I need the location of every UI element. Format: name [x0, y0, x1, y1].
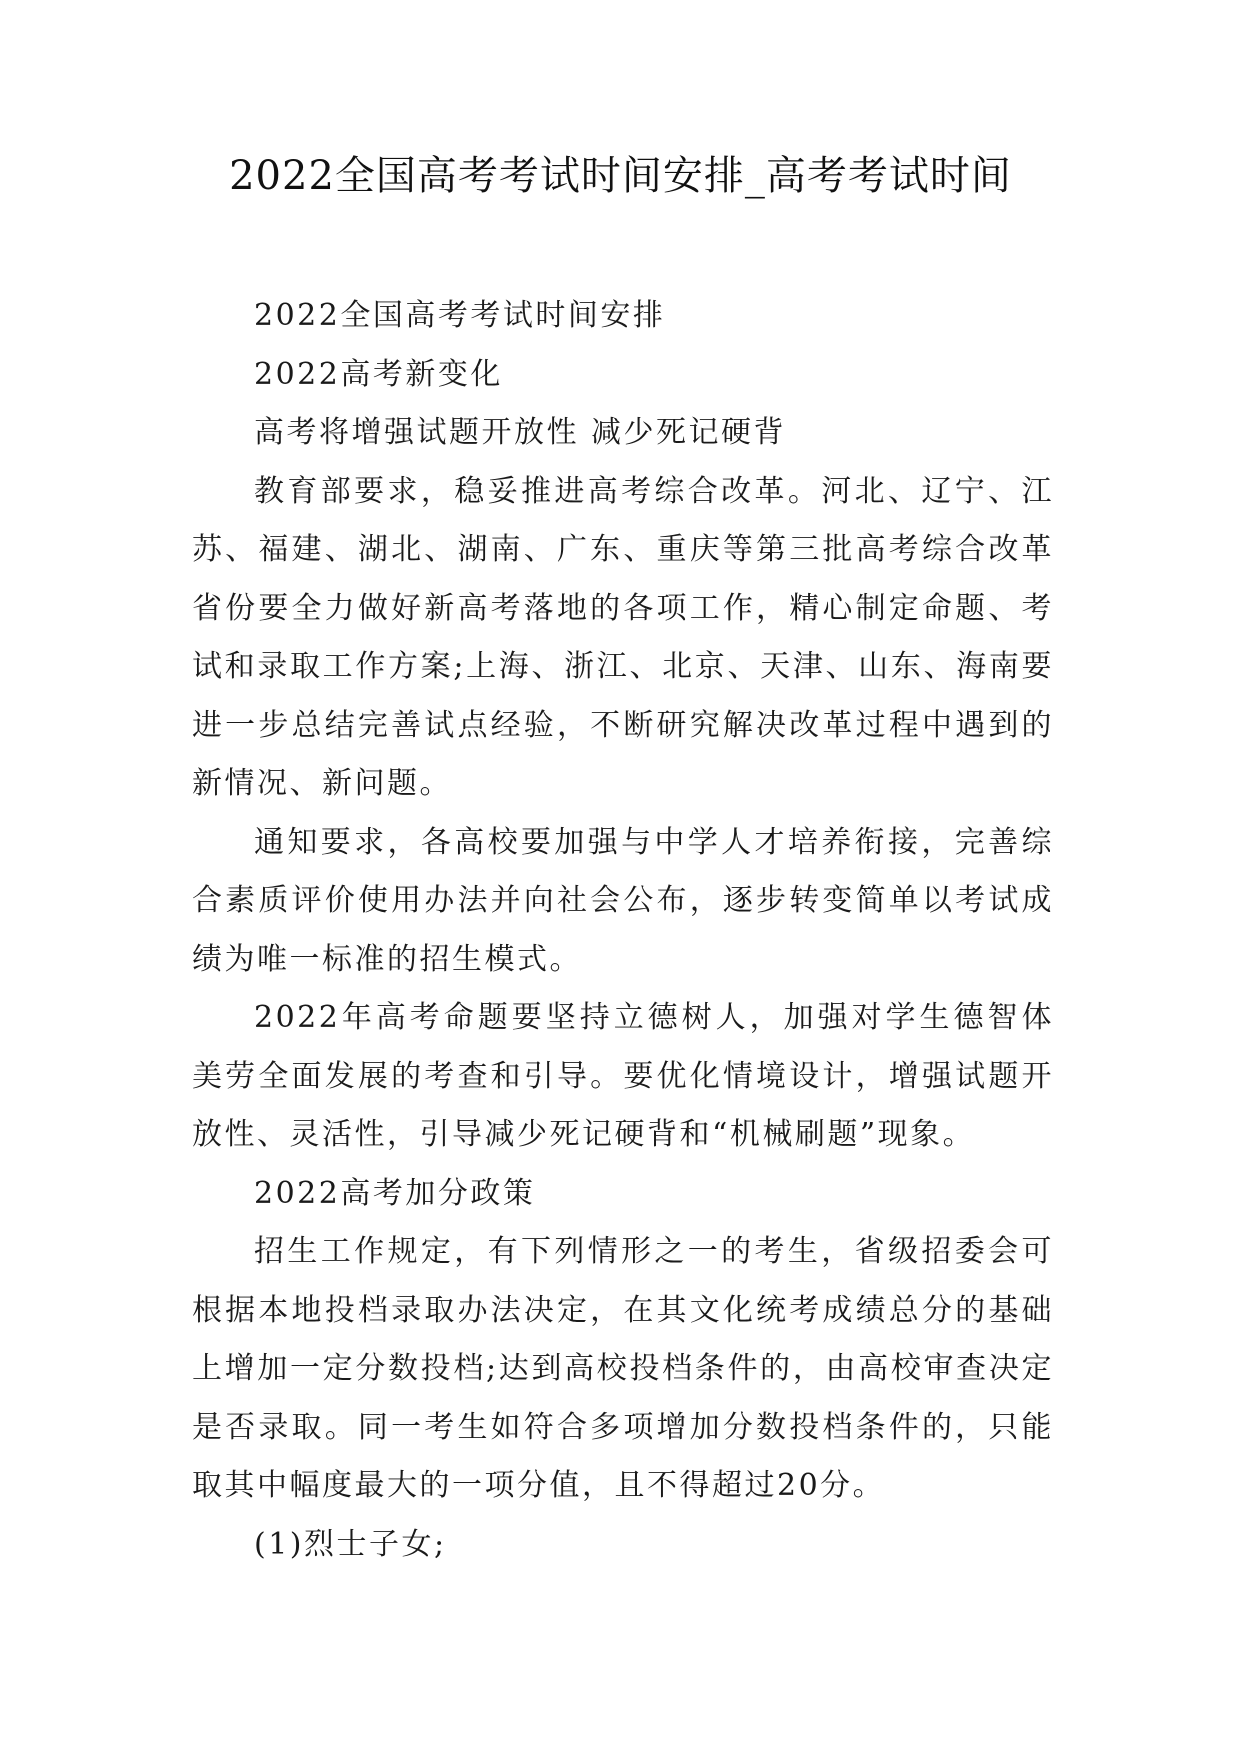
document-title: 2022全国高考考试时间安排_高考考试时间: [229, 153, 1012, 199]
paragraph-subheading-openness: 高考将增强试题开放性 减少死记硬背: [254, 415, 787, 450]
paragraph-list-item-1: (1)烈士子女;: [254, 1526, 447, 1562]
document-body: [192, 287, 1054, 1574]
paragraph-reform: 教育部要求，稳妥推进高考综合改革。河北、辽宁、江苏、福建、湖北、湖南、广东、重庆等第三批高考综合改革省份要全力做好新高考落地的各项工作，精心制定命题、考试和录取工作方案;上海、浙江、北京、天津、山东、海南要进一步总结完善试点经验，不断研究解决改革过程中遇到的新情况、新问题。: [192, 473, 1054, 801]
paragraph-heading-changes: 2022高考新变化: [254, 356, 503, 392]
paragraph-heading-bonus: 2022高考加分政策: [254, 1175, 536, 1211]
paragraph-notice: 通知要求，各高校要加强与中学人才培养衔接，完善综合素质评价使用办法并向社会公布，逐步转变简单以考试成绩为唯一标准的招生模式。: [192, 824, 1054, 977]
paragraph-heading-schedule: 2022全国高考考试时间安排: [254, 298, 666, 333]
paragraph-bonus-rules: 招生工作规定，有下列情形之一的考生，省级招委会可根据本地投档录取办法决定，在其文化统考成绩总分的基础上增加一定分数投档;达到高校投档条件的，由高校审查决定是否录取。同一考生如符合多项增加分数投档条件的，只能取其中幅度最大的一项分值，且不得超过20分。: [192, 1234, 1054, 1503]
paragraph-exam-design: 2022年高考命题要坚持立德树人，加强对学生德智体美劳全面发展的考查和引导。要优化情境设计，增强试题开放性、灵活性，引导减少死记硬背和“机械刷题”现象。: [192, 1000, 1054, 1152]
